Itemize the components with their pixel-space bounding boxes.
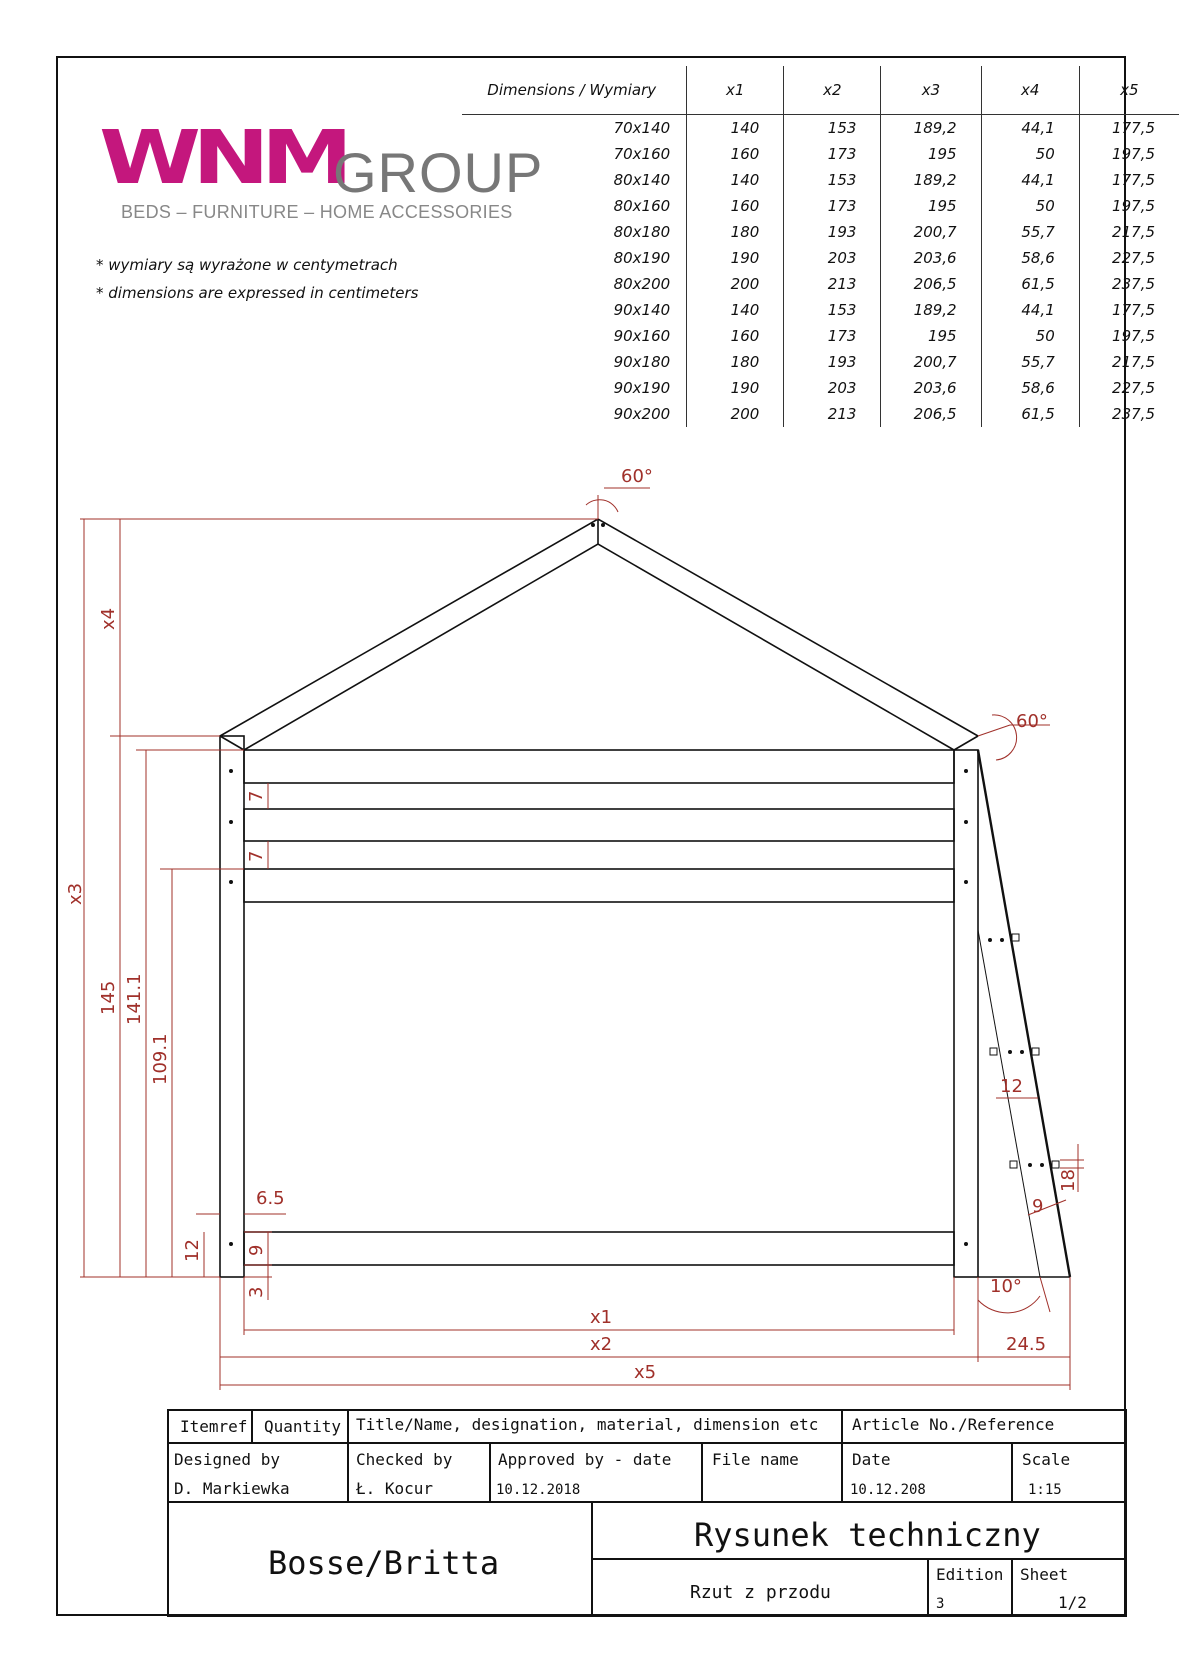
tb-scale-label: Scale — [1022, 1450, 1071, 1469]
dimension-value-cell: 200,7 — [881, 349, 981, 375]
dimension-labels — [65, 466, 1079, 1383]
dimension-value-cell: 195 — [881, 323, 981, 349]
dimension-value-cell: 206,5 — [881, 271, 981, 297]
fixing-dot — [1040, 1163, 1044, 1167]
dimension-value-cell: 50 — [981, 323, 1079, 349]
ladder-outer — [978, 750, 1070, 1277]
dim-9-ladder: 9 — [1032, 1196, 1044, 1217]
tb-date-label: Date — [852, 1450, 891, 1469]
fixing-dot — [964, 820, 968, 824]
roof-inner — [244, 544, 954, 750]
dimension-size-cell: 90x200 — [613, 405, 671, 423]
dim-24-5: 24.5 — [1006, 1334, 1047, 1355]
ladder-rung-2a — [990, 1048, 997, 1055]
slat-1 — [244, 809, 954, 841]
dimension-value-cell: 180 — [687, 219, 784, 245]
dimension-value-cell: 140 — [687, 115, 784, 142]
tb-file-name-label: File name — [712, 1450, 799, 1469]
fixing-dot — [229, 820, 233, 824]
roof-outer — [220, 519, 978, 736]
dimension-value-cell: 197,5 — [1079, 141, 1179, 167]
roof-joint-left — [220, 736, 244, 750]
bed-outline — [220, 519, 1070, 1277]
dimension-value-cell: 189,2 — [881, 115, 981, 142]
dimension-value-cell: 213 — [784, 401, 881, 427]
ladder-rung-2b — [1032, 1048, 1039, 1055]
tb-product-name: Bosse/Britta — [268, 1544, 500, 1582]
dim-109-1: 109.1 — [150, 1033, 171, 1085]
logo-group-text: GROUP — [333, 141, 544, 204]
logo-brand: WNM — [99, 115, 345, 201]
dimension-value-cell: 203,6 — [881, 245, 981, 271]
roof-joint-right — [954, 736, 978, 750]
tb-itemref: Itemref — [180, 1417, 248, 1436]
dim-x2: x2 — [590, 1334, 613, 1355]
dimension-value-cell: 200 — [687, 271, 784, 297]
tb-title-label: Title/Name, designation, material, dimension etc — [356, 1415, 819, 1434]
dimension-value-cell: 189,2 — [881, 167, 981, 193]
dimension-value-cell: 237,5 — [1079, 271, 1179, 297]
right-post — [954, 750, 978, 1277]
title-block — [168, 1410, 1126, 1616]
dimension-value-cell: 50 — [981, 193, 1079, 219]
dimension-header-x1: x1 — [687, 66, 784, 115]
bottom-rail — [244, 1232, 954, 1265]
dim-9-left: 9 — [246, 1244, 267, 1256]
dimension-value-cell: 203 — [784, 375, 881, 401]
dimension-size-cell: 80x180 — [613, 223, 671, 241]
tb-view: Rzut z przodu — [690, 1582, 831, 1603]
dimension-value-cell: 197,5 — [1079, 193, 1179, 219]
tb-checked-by: Ł. Kocur — [356, 1479, 434, 1498]
dimension-value-cell: 193 — [784, 219, 881, 245]
dimension-value-cell: 203,6 — [881, 375, 981, 401]
tb-article-label: Article No./Reference — [852, 1415, 1055, 1434]
dimension-value-cell: 195 — [881, 193, 981, 219]
dim-145: 145 — [98, 980, 119, 1015]
dimension-value-cell: 44,1 — [981, 115, 1079, 142]
dim-12-ladder: 12 — [1000, 1076, 1023, 1097]
fixing-dot — [964, 1242, 968, 1246]
dim-x3: x3 — [65, 882, 86, 905]
dimension-value-cell: 237,5 — [1079, 401, 1179, 427]
fixing-dot — [988, 938, 992, 942]
note-units-en: * dimensions are expressed in centimeters — [96, 284, 419, 302]
fixing-dot — [601, 523, 605, 527]
dimension-value-cell: 177,5 — [1079, 115, 1179, 142]
tb-scale: 1:15 — [1028, 1482, 1062, 1498]
dimension-value-cell: 193 — [784, 349, 881, 375]
dimension-value-cell: 173 — [784, 193, 881, 219]
dimension-header-x4: x4 — [981, 66, 1079, 115]
fixing-dot — [229, 1242, 233, 1246]
dimension-value-cell: 190 — [687, 245, 784, 271]
dim-3: 3 — [246, 1286, 267, 1298]
dimension-value-cell: 140 — [687, 167, 784, 193]
dim-x4: x4 — [98, 607, 119, 630]
dim-angle-bottom: 10° — [990, 1276, 1022, 1297]
dimension-value-cell: 177,5 — [1079, 167, 1179, 193]
dimension-value-cell: 195 — [881, 141, 981, 167]
dimension-value-cell: 44,1 — [981, 297, 1079, 323]
tb-edition: 3 — [936, 1596, 945, 1612]
dim-angle-right: 60° — [1016, 711, 1048, 732]
dimension-value-cell: 200 — [687, 401, 784, 427]
tb-designed-by: D. Markiewka — [174, 1479, 290, 1498]
title-block-text — [174, 1415, 1087, 1612]
ladder-rung-3b — [1052, 1161, 1059, 1168]
dimension-size-cell: 80x200 — [613, 275, 671, 293]
fixing-dot — [229, 880, 233, 884]
tb-approved-label: Approved by - date — [498, 1450, 672, 1469]
tb-edition-label: Edition — [936, 1565, 1004, 1584]
dimension-header-label: Dimensions / Wymiary — [462, 66, 687, 115]
dim-x1: x1 — [590, 1307, 613, 1328]
dim-angle-top: 60° — [621, 466, 653, 487]
dimension-size-cell: 90x190 — [613, 379, 671, 397]
ladder-rung-1 — [1012, 934, 1019, 941]
dim-141-1: 141.1 — [124, 973, 145, 1025]
fixing-dot — [591, 523, 595, 527]
dimension-value-cell: 61,5 — [981, 401, 1079, 427]
dimension-header-x3: x3 — [881, 66, 981, 115]
tb-drawing-title: Rysunek techniczny — [694, 1516, 1041, 1554]
dimension-size-cell: 80x140 — [613, 171, 671, 189]
dimension-value-cell: 173 — [784, 141, 881, 167]
ladder-rung-3a — [1010, 1161, 1017, 1168]
dim-slat-2: 7 — [246, 850, 267, 862]
dimension-value-cell: 197,5 — [1079, 323, 1179, 349]
dimension-value-cell: 206,5 — [881, 401, 981, 427]
dimension-value-cell: 160 — [687, 323, 784, 349]
dim-x5: x5 — [634, 1362, 657, 1383]
dim-slat-1: 7 — [246, 790, 267, 802]
dimension-size-cell: 90x180 — [613, 353, 671, 371]
dimension-value-cell: 58,6 — [981, 375, 1079, 401]
dimension-value-cell: 160 — [687, 141, 784, 167]
dimension-value-cell: 189,2 — [881, 297, 981, 323]
dimension-value-cell: 227,5 — [1079, 375, 1179, 401]
ladder-inner — [978, 930, 1040, 1277]
dimension-value-cell: 203 — [784, 245, 881, 271]
fixing-dot — [229, 769, 233, 773]
dimension-value-cell: 140 — [687, 297, 784, 323]
dimension-value-cell: 55,7 — [981, 349, 1079, 375]
dim-6-5: 6.5 — [256, 1188, 285, 1209]
dimension-size-cell: 80x160 — [613, 197, 671, 215]
dimension-size-cell: 70x140 — [613, 119, 671, 137]
dimension-value-cell: 173 — [784, 323, 881, 349]
dim-18: 18 — [1058, 1169, 1079, 1192]
tb-designed-by-label: Designed by — [174, 1450, 280, 1469]
dimension-header-x2: x2 — [784, 66, 881, 115]
dimension-size-cell: 80x190 — [613, 249, 671, 267]
dimension-header-x5: x5 — [1079, 66, 1179, 115]
tb-sheet-label: Sheet — [1020, 1565, 1069, 1584]
dimension-value-cell: 153 — [784, 115, 881, 142]
logo-tagline: BEDS – FURNITURE – HOME ACCESSORIES — [121, 202, 513, 222]
fixing-dot — [964, 769, 968, 773]
tb-checked-by-label: Checked by — [356, 1450, 453, 1469]
fixing-dot — [964, 880, 968, 884]
fixing-dot — [1028, 1163, 1032, 1167]
dimension-value-cell: 61,5 — [981, 271, 1079, 297]
tb-quantity: Quantity — [264, 1417, 342, 1436]
dimension-size-cell: 90x140 — [613, 301, 671, 319]
dimension-value-cell: 217,5 — [1079, 349, 1179, 375]
dimension-value-cell: 153 — [784, 167, 881, 193]
dimension-value-cell: 55,7 — [981, 219, 1079, 245]
fixing-points — [229, 523, 1044, 1246]
dimension-size-cell: 70x160 — [613, 145, 671, 163]
dimension-value-cell: 153 — [784, 297, 881, 323]
tb-date: 10.12.208 — [850, 1482, 926, 1498]
dimension-value-cell: 177,5 — [1079, 297, 1179, 323]
left-post — [220, 736, 244, 1277]
dimension-value-cell: 44,1 — [981, 167, 1079, 193]
dimension-value-cell: 50 — [981, 141, 1079, 167]
fixing-dot — [1000, 938, 1004, 942]
fixing-dot — [1008, 1050, 1012, 1054]
dimension-size-cell: 90x160 — [613, 327, 671, 345]
slat-2 — [244, 869, 954, 902]
dimension-value-cell: 227,5 — [1079, 245, 1179, 271]
fixing-dot — [1020, 1050, 1024, 1054]
dimension-value-cell: 200,7 — [881, 219, 981, 245]
note-units-pl: * wymiary są wyrażone w centymetrach — [96, 256, 398, 274]
dimension-value-cell: 190 — [687, 375, 784, 401]
tb-sheet: 1/2 — [1058, 1593, 1087, 1612]
dimension-value-cell: 213 — [784, 271, 881, 297]
dimension-value-cell: 160 — [687, 193, 784, 219]
dim-12-left: 12 — [182, 1239, 203, 1262]
top-rail — [244, 750, 954, 783]
dimension-value-cell: 217,5 — [1079, 219, 1179, 245]
dimension-value-cell: 180 — [687, 349, 784, 375]
dimension-value-cell: 58,6 — [981, 245, 1079, 271]
dimension-lines — [80, 488, 1084, 1390]
tb-approved-date: 10.12.2018 — [496, 1482, 581, 1498]
